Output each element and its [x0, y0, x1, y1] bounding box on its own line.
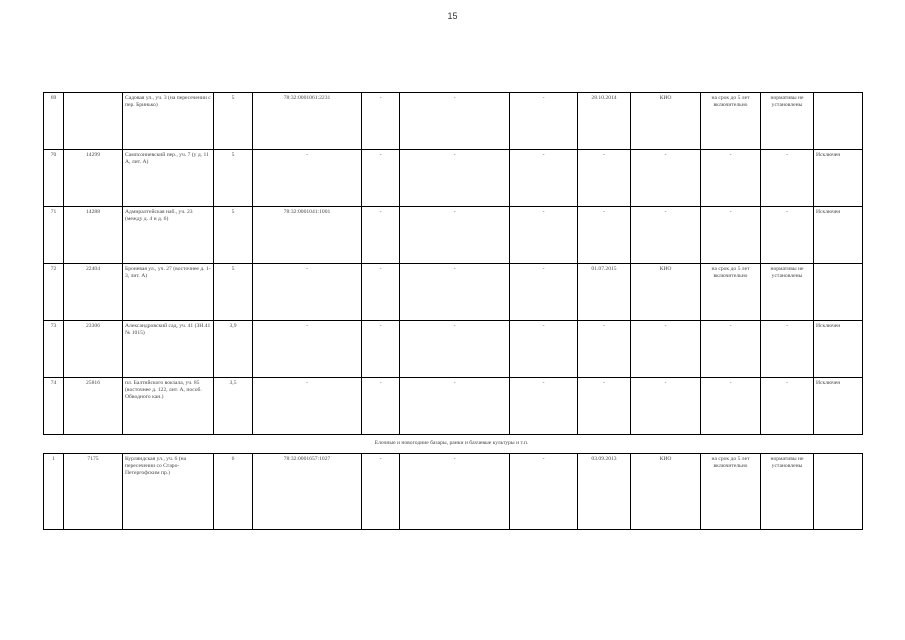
row-area: 3,5: [214, 378, 253, 435]
row-col-7: -: [400, 321, 510, 378]
row-col-6: -: [362, 93, 400, 150]
objects-table-section-body: [44, 454, 863, 530]
row-organization: -: [631, 378, 701, 435]
row-norm: нормативы не установлены: [761, 264, 814, 321]
row-date: -: [578, 321, 631, 378]
row-address: Адмиралтейская наб., уч. 23 (между д. 4 и д. 6): [123, 207, 214, 264]
row-col-6: -: [362, 264, 400, 321]
row-norm: -: [761, 378, 814, 435]
row-address: Сампсониевский пер., уч. 7 (у д. 11 А, лит. А): [123, 150, 214, 207]
row-note: Исключен: [814, 150, 863, 207]
row-col-7: -: [400, 378, 510, 435]
row-address: Курляндская ул., уч. 6 (на пересечении со Старо-Петергофским пр.): [123, 454, 214, 530]
table-row: [44, 150, 863, 207]
row-col-7: -: [400, 207, 510, 264]
row-address: Броневая ул., уч. 27 (восточнее д. 1-3, лит. А): [123, 264, 214, 321]
row-date: 03.09.2013: [578, 454, 631, 530]
row-area: 6: [214, 454, 253, 530]
table-row: [44, 93, 863, 150]
row-term: -: [701, 378, 761, 435]
page-number: 15: [447, 11, 458, 21]
row-cadastral-number: 78:32:0001061:2231: [253, 93, 362, 150]
row-number: 73: [44, 321, 64, 378]
row-col-8: -: [510, 207, 578, 264]
row-note: Исключен: [814, 378, 863, 435]
row-cadastral-number: 78:32:0001041:1001: [253, 207, 362, 264]
row-note: [814, 264, 863, 321]
row-area: 5: [214, 150, 253, 207]
row-organization: -: [631, 207, 701, 264]
row-id: 14288: [64, 207, 123, 264]
row-col-8: -: [510, 378, 578, 435]
row-date: -: [578, 150, 631, 207]
row-term: -: [701, 207, 761, 264]
table-row: [44, 321, 863, 378]
row-col-8: -: [510, 264, 578, 321]
row-col-7: -: [400, 454, 510, 530]
row-area: 5: [214, 93, 253, 150]
row-address: пл. Балтийского вокзала, уч. 85 (восточнее д. 122, лит. А, пособ. Обводного кан.): [123, 378, 214, 435]
row-norm: -: [761, 150, 814, 207]
row-address: Садовая ул., уч. 3 (на пересечении с пер. Бринько): [123, 93, 214, 150]
row-col-6: -: [362, 321, 400, 378]
row-organization: -: [631, 321, 701, 378]
row-term: -: [701, 321, 761, 378]
row-id: 7175: [64, 454, 123, 530]
table-row: [44, 378, 863, 435]
row-date: 01.07.2015: [578, 264, 631, 321]
row-number: 71: [44, 207, 64, 264]
objects-table-body: [44, 93, 863, 435]
row-organization: КИО: [631, 264, 701, 321]
row-col-6: -: [362, 454, 400, 530]
row-organization: КИО: [631, 93, 701, 150]
section-header: Елочные и новогодние базары, ранки и бахчевые культуры и т.п.: [374, 440, 529, 446]
table-row: [44, 454, 863, 530]
row-note: [814, 454, 863, 530]
row-col-8: -: [510, 321, 578, 378]
row-norm: нормативы не установлены: [761, 454, 814, 530]
row-cadastral-number: -: [253, 378, 362, 435]
row-col-7: -: [400, 150, 510, 207]
row-col-7: -: [400, 93, 510, 150]
row-number: 74: [44, 378, 64, 435]
row-number: 72: [44, 264, 64, 321]
row-id: 14299: [64, 150, 123, 207]
row-organization: КИО: [631, 454, 701, 530]
row-col-6: -: [362, 378, 400, 435]
row-norm: -: [761, 321, 814, 378]
row-term: -: [701, 150, 761, 207]
row-col-6: -: [362, 150, 400, 207]
objects-table-section: [43, 453, 863, 530]
row-date: -: [578, 378, 631, 435]
row-organization: -: [631, 150, 701, 207]
row-term: на срок до 5 лет включительно: [701, 264, 761, 321]
row-id: 22404: [64, 264, 123, 321]
table-row: [44, 264, 863, 321]
objects-table: [43, 92, 863, 435]
row-id: 23306: [64, 321, 123, 378]
row-cadastral-number: 78:32:0001657:1027: [253, 454, 362, 530]
row-number: 70: [44, 150, 64, 207]
row-norm: -: [761, 207, 814, 264]
row-note: Исключен: [814, 207, 863, 264]
row-cadastral-number: -: [253, 150, 362, 207]
row-id: [64, 93, 123, 150]
row-cadastral-number: -: [253, 321, 362, 378]
row-number: 69: [44, 93, 64, 150]
row-id: 25816: [64, 378, 123, 435]
table-row: [44, 207, 863, 264]
row-area: 5: [214, 264, 253, 321]
row-address: Александровский сад, уч. 41 (ЗН.41 № 1015): [123, 321, 214, 378]
row-date: 28.10.2014: [578, 93, 631, 150]
row-note: [814, 93, 863, 150]
row-norm: нормативы не установлены: [761, 93, 814, 150]
row-number: 1: [44, 454, 64, 530]
row-area: 5: [214, 207, 253, 264]
row-area: 3,9: [214, 321, 253, 378]
row-col-8: -: [510, 454, 578, 530]
row-date: -: [578, 207, 631, 264]
row-col-6: -: [362, 207, 400, 264]
row-col-8: -: [510, 93, 578, 150]
row-cadastral-number: -: [253, 264, 362, 321]
row-note: Исключен: [814, 321, 863, 378]
row-col-7: -: [400, 264, 510, 321]
row-col-8: -: [510, 150, 578, 207]
row-term: на срок до 5 лет включительно: [701, 454, 761, 530]
row-term: на срок до 5 лет включительно: [701, 93, 761, 150]
